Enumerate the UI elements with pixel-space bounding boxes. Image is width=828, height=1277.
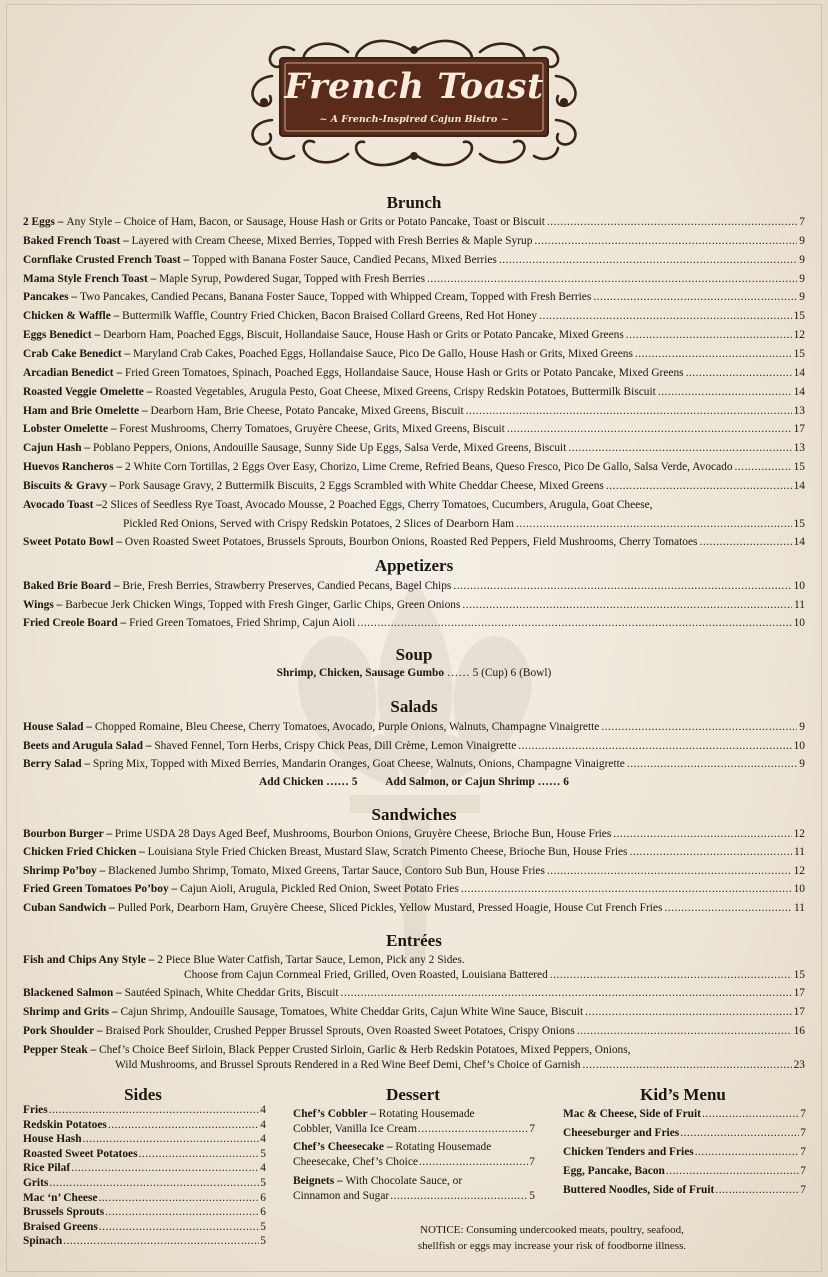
item-price: 11 <box>794 846 805 859</box>
item-name: Baked Brie Board – <box>23 580 120 592</box>
dessert-item-continuation <box>293 1189 535 1204</box>
kids-item-row <box>563 1145 806 1160</box>
dot-leader <box>547 864 792 879</box>
side-item-row <box>23 1176 266 1191</box>
salad-addons: Add Chicken …… 5 Add Salmon, or Cajun Shrimp …… 6 <box>259 776 569 788</box>
side-price: 5 <box>260 1147 266 1160</box>
dot-leader <box>534 234 797 249</box>
menu-item-row <box>23 1024 805 1039</box>
side-price: 4 <box>260 1104 266 1116</box>
item-description: Maple Syrup, Powdered Sugar, Topped with Fresh Berries <box>156 272 426 285</box>
item-name: Eggs Benedict – <box>23 329 101 342</box>
item-name: Cajun Hash – <box>23 442 91 455</box>
dessert-price: 7 <box>529 1123 535 1135</box>
item-price: 15 <box>793 461 805 474</box>
dot-leader <box>49 1176 259 1191</box>
dot-leader <box>63 1234 259 1249</box>
dot-leader <box>99 1220 260 1235</box>
kids-item-row <box>563 1107 806 1122</box>
dessert-item-continuation <box>293 1122 535 1137</box>
dessert-item-row <box>293 1174 538 1189</box>
menu-item-row <box>23 441 805 456</box>
item-price: 9 <box>799 272 805 285</box>
dot-leader <box>461 882 792 897</box>
item-description: 2 White Corn Tortillas, 2 Eggs Over Easy, Chorizo, Lime Creme, Refried Beans, Queso Fresco, Pico De Gallo, Salsa Verde, Avocado <box>122 461 733 474</box>
dot-leader <box>105 1205 259 1220</box>
item-name: Roasted Veggie Omelette – <box>23 385 153 398</box>
side-name: House Hash <box>23 1133 82 1146</box>
side-price: 4 <box>260 1162 266 1175</box>
dessert-description-cont: Cheesecake, Chef’s Choice <box>293 1156 418 1168</box>
item-description: Cajun Aioli, Arugula, Pickled Red Onion, Sweet Potato Fries <box>177 883 459 896</box>
item-description: Braised Pork Shoulder, Crushed Pepper Brussel Sprouts, Oven Roasted Sweet Potatoes, Crispy Onions <box>102 1025 575 1037</box>
item-description-cont: Pickled Red Onions, Served with Crispy Redskin Potatoes, 2 Slices of Dearborn Ham <box>123 517 515 530</box>
dot-leader <box>453 579 791 594</box>
dessert-item-row <box>293 1140 538 1155</box>
side-item-row <box>23 1220 266 1235</box>
kids-item-name: Chicken Tenders and Fries <box>563 1146 694 1158</box>
item-name: Ham and Brie Omelette – <box>23 404 148 417</box>
menu-item-row <box>23 1005 805 1020</box>
item-name: Lobster Omelette – <box>23 423 117 436</box>
item-name: Chicken & Waffle – <box>23 310 120 323</box>
dot-leader <box>547 215 797 230</box>
side-name: Redskin Potatoes <box>23 1118 107 1131</box>
side-item-row <box>23 1147 266 1162</box>
kids-item-row <box>563 1126 806 1141</box>
item-price: 12 <box>793 864 805 877</box>
side-item-row <box>23 1118 266 1133</box>
item-description: Forest Mushrooms, Cherry Tomatoes, Gruyère Cheese, Grits, Mixed Greens, Biscuit <box>116 423 505 436</box>
menu-item-row <box>23 479 805 494</box>
menu-item-row <box>23 757 805 772</box>
dot-leader <box>341 986 792 1001</box>
item-price: 15 <box>793 310 805 323</box>
item-description: Dearborn Ham, Poached Eggs, Biscuit, Hollandaise Sauce, House Hash or Grits or Potato Pancake, Mixed Greens <box>100 329 624 342</box>
side-price: 5 <box>260 1177 266 1189</box>
item-description: Oven Roasted Sweet Potatoes, Brussels Sprouts, Bourbon Onions, Roasted Red Peppers, Field Mushrooms, Cherry Tomatoes <box>122 536 698 549</box>
dot-leader <box>702 1107 799 1122</box>
kids-item-name: Cheeseburger and Fries <box>563 1127 680 1139</box>
side-name: Spinach <box>23 1235 63 1248</box>
dot-leader <box>108 1118 259 1133</box>
item-description: Blackened Jumbo Shrimp, Tomato, Mixed Greens, Tartar Sauce, Contoro Sub Bun, House Fries <box>105 864 545 877</box>
menu-item-row <box>23 309 805 324</box>
kids-item-price: 7 <box>800 1146 806 1158</box>
section-title-sides: Sides <box>124 1085 162 1104</box>
notice-line-2: shellfish or eggs may increase your risk of foodborne illness. <box>417 1240 687 1252</box>
kids-item-row <box>563 1164 806 1179</box>
dot-leader <box>680 1126 799 1141</box>
item-price: 15 <box>793 517 805 530</box>
item-price: 14 <box>793 385 805 398</box>
dot-leader <box>390 1189 528 1204</box>
side-price: 5 <box>260 1220 266 1233</box>
menu-item-row <box>23 953 805 968</box>
kids-item-price: 7 <box>800 1127 806 1139</box>
menu-item-row <box>23 272 805 287</box>
food-safety-notice <box>372 1222 732 1254</box>
side-item-row <box>23 1103 266 1118</box>
menu-item-row <box>23 901 805 916</box>
brand-name: French Toast <box>284 66 544 107</box>
side-item-row <box>23 1132 266 1147</box>
item-name: Mama Style French Toast – <box>23 272 157 285</box>
menu-item-continuation <box>184 968 805 983</box>
item-name: Sweet Potato Bowl – <box>23 536 123 549</box>
dot-leader <box>357 616 791 631</box>
item-description: Shaved Fennel, Torn Herbs, Crispy Chick Peas, Dill Crème, Lemon Vinaigrette <box>151 739 517 752</box>
dot-leader <box>666 1164 799 1179</box>
item-name: House Salad – <box>23 721 92 733</box>
item-name: Blackened Salmon – <box>23 987 122 999</box>
dot-leader <box>664 901 792 916</box>
kids-item-name: Buttered Noodles, Side of Fruit <box>563 1184 715 1196</box>
menu-item-row <box>23 290 805 305</box>
menu-item-continuation <box>123 517 805 532</box>
menu-item-row <box>23 328 805 343</box>
dessert-name: Beignets – <box>293 1175 343 1187</box>
item-name: Shrimp and Grits – <box>23 1006 118 1018</box>
kids-item-price: 7 <box>800 1165 806 1177</box>
item-name: Fried Green Tomatoes Po’boy – <box>23 883 178 896</box>
dot-leader <box>466 404 792 419</box>
item-description: Any Style – Choice of Ham, Bacon, or Sausage, House Hash or Grits or Potato Pancake, Toast or Biscuit <box>63 216 545 228</box>
dot-leader <box>418 1122 528 1137</box>
kids-item-price: 7 <box>800 1108 806 1120</box>
item-description: Buttermilk Waffle, Country Fried Chicken, Bacon Braised Collard Greens, Red Hot Honey <box>119 310 538 323</box>
item-price: 11 <box>794 901 805 914</box>
dot-leader <box>499 253 797 268</box>
dessert-name: Chef’s Cobbler – <box>293 1108 376 1120</box>
menu-item-row <box>23 347 805 362</box>
dessert-price: 5 <box>529 1190 535 1202</box>
dessert-description-cont: Cinnamon and Sugar <box>293 1190 390 1202</box>
dot-leader <box>593 290 797 305</box>
item-price: 9 <box>799 234 805 247</box>
section-title-salads: Salads <box>390 697 438 716</box>
item-price: 17 <box>793 1006 805 1018</box>
dot-leader <box>462 598 792 613</box>
dot-leader <box>735 460 792 475</box>
dot-leader <box>695 1145 800 1160</box>
dot-leader <box>49 1103 260 1118</box>
item-name: Arcadian Benedict – <box>23 366 123 379</box>
side-price: 5 <box>260 1235 266 1248</box>
side-item-row <box>23 1205 266 1220</box>
dessert-description: Rotating Housemade <box>375 1108 475 1120</box>
item-name: 2 Eggs – <box>23 216 64 228</box>
item-price: 7 <box>799 216 805 228</box>
soup-name: Shrimp, Chicken, Sausage Gumbo <box>276 667 445 679</box>
menu-item-row <box>23 579 805 594</box>
side-name: Brussels Sprouts <box>23 1206 105 1219</box>
section-title-kids-menu: Kid’s Menu <box>640 1085 726 1104</box>
item-price: 9 <box>799 253 805 266</box>
side-name: Roasted Sweet Potatoes <box>23 1147 138 1160</box>
side-price: 6 <box>260 1206 266 1219</box>
dot-leader <box>629 845 792 860</box>
item-price: 17 <box>793 423 805 436</box>
menu-item-row <box>23 827 805 842</box>
dessert-description: With Chocolate Sauce, or <box>342 1175 463 1187</box>
dot-leader <box>539 309 791 324</box>
item-name: Avocado Toast – <box>23 498 102 511</box>
side-item-row <box>23 1161 266 1176</box>
item-price: 12 <box>793 828 805 840</box>
side-name: Rice Pilaf <box>23 1162 71 1175</box>
side-price: 4 <box>260 1133 266 1146</box>
item-price: 23 <box>793 1059 805 1071</box>
item-description: Topped with Banana Foster Sauce, Candied Pecans, Mixed Berries <box>189 253 497 266</box>
notice-line-1: NOTICE: Consuming undercooked meats, poultry, seafood, <box>420 1224 684 1236</box>
item-name: Pepper Steak – <box>23 1044 97 1056</box>
soup-price: 5 (Cup) 6 (Bowl) <box>472 667 552 679</box>
item-description: Layered with Cream Cheese, Mixed Berries, Topped with Fresh Berries & Maple Syrup <box>128 234 533 247</box>
dot-leader <box>568 441 791 456</box>
kids-item-name: Mac & Cheese, Side of Fruit <box>563 1108 701 1120</box>
item-description: Prime USDA 28 Days Aged Beef, Mushrooms, Bourbon Onions, Gruyère Cheese, Brioche Bun, House Fries <box>112 828 612 840</box>
item-name: Cornflake Crusted French Toast – <box>23 253 190 266</box>
menu-item-row <box>23 616 805 631</box>
item-description: Sautéed Spinach, White Cheddar Grits, Biscuit <box>121 987 339 999</box>
side-name: Fries <box>23 1104 48 1116</box>
menu-item-row <box>23 385 805 400</box>
menu-item-row <box>23 404 805 419</box>
item-price: 13 <box>793 442 805 455</box>
kids-item-row <box>563 1183 806 1198</box>
item-price: 16 <box>793 1025 805 1037</box>
item-price: 15 <box>793 969 805 981</box>
menu-item-row <box>23 882 805 897</box>
menu-item-row <box>23 422 805 437</box>
menu-item-row <box>23 598 805 613</box>
menu-item-row <box>23 535 805 550</box>
item-price: 13 <box>793 404 805 417</box>
item-name: Cuban Sandwich – <box>23 901 115 914</box>
side-name: Grits <box>23 1177 49 1189</box>
item-description: Louisiana Style Fried Chicken Breast, Mustard Slaw, Scratch Pimento Cheese, Brioche Bun, House Fries <box>144 846 628 859</box>
item-price: 14 <box>793 366 805 379</box>
dot-leader <box>427 272 797 287</box>
item-description: Dearborn Ham, Brie Cheese, Potato Pancake, Mixed Greens, Biscuit <box>147 404 464 417</box>
dot-leader <box>550 968 792 983</box>
section-title-sandwiches: Sandwiches <box>371 805 457 824</box>
item-name: Fish and Chips Any Style – <box>23 954 155 966</box>
dot-leader <box>583 1058 792 1073</box>
dot-leader <box>686 366 792 381</box>
item-price: 12 <box>793 329 805 342</box>
logo <box>244 30 584 176</box>
side-item-row <box>23 1191 266 1206</box>
menu-item-row <box>23 498 805 513</box>
item-price: 9 <box>799 291 805 304</box>
menu-item-row <box>23 720 805 735</box>
dot-leader <box>626 328 792 343</box>
dessert-item-continuation <box>293 1155 535 1170</box>
item-name: Bourbon Burger – <box>23 828 113 840</box>
item-description: Fried Green Tomatoes, Spinach, Poached Eggs, Hollandaise Sauce, House Hash or Grits or Potato Pancake, Mixed Greens <box>122 366 684 379</box>
section-title-appetizers: Appetizers <box>374 556 454 575</box>
item-description-cont: Wild Mushrooms, and Brussel Sprouts Rendered in a Red Wine Beef Demi, Chef’s Choice of Garnish <box>115 1059 581 1071</box>
item-price: 14 <box>793 536 805 549</box>
dot-leader <box>98 1191 259 1206</box>
dot-leader <box>635 347 792 362</box>
item-description: Chef’s Choice Beef Sirloin, Black Pepper Crusted Sirloin, Garlic & Herb Redskin Potatoes, Mixed Peppers, Onions, <box>96 1044 631 1056</box>
item-name: Huevos Rancheros – <box>23 461 123 474</box>
section-title-brunch: Brunch <box>386 193 442 212</box>
item-description: Brie, Fresh Berries, Strawberry Preserves, Candied Pecans, Bagel Chips <box>119 580 452 592</box>
item-description: Maryland Crab Cakes, Poached Eggs, Hollandaise Sauce, Pico De Gallo, House Hash or Grits, Mixed Greens <box>130 347 633 360</box>
item-description: Spring Mix, Topped with Mixed Berries, Mandarin Oranges, Goat Cheese, Walnuts, Onions, Champagne Vinaigrette <box>90 758 625 770</box>
side-name: Braised Greens <box>23 1220 98 1233</box>
dessert-item-row <box>293 1107 538 1122</box>
dot-leader <box>699 535 791 550</box>
kids-item-price: 7 <box>800 1184 806 1196</box>
item-description: Poblano Peppers, Onions, Andouille Sausage, Sunny Side Up Eggs, Salsa Verde, Mixed Greens, Biscuit <box>90 442 567 455</box>
side-item-row <box>23 1234 266 1249</box>
dot-leader <box>606 479 792 494</box>
dot-leader <box>83 1132 260 1147</box>
item-description: Pulled Pork, Dearborn Ham, Gruyère Cheese, Sliced Pickles, Yellow Mustard, Pressed Hoagie, House Cut French Fries <box>114 901 663 914</box>
item-price: 10 <box>793 580 805 592</box>
item-name: Shrimp Po’boy – <box>23 864 106 877</box>
soup-dots: …… <box>446 667 470 679</box>
dot-leader <box>585 1005 792 1020</box>
dot-leader <box>419 1155 528 1170</box>
item-price: 9 <box>799 758 805 770</box>
dot-leader <box>507 422 792 437</box>
item-price: 17 <box>793 987 805 999</box>
item-description: 2 Slices of Seedless Rye Toast, Avocado Mousse, 2 Poached Eggs, Cherry Tomatoes, Cucumbers, Arugula, Goat Cheese, <box>101 498 653 511</box>
item-price: 11 <box>794 598 805 611</box>
dot-leader <box>577 1024 792 1039</box>
dot-leader <box>71 1161 259 1176</box>
side-price: 4 <box>260 1118 266 1131</box>
dot-leader <box>601 720 797 735</box>
menu-item-row <box>23 1043 805 1058</box>
item-description: Cajun Shrimp, Andouille Sausage, Tomatoes, White Cheddar Grits, Cajun White Wine Sauce, Biscuit <box>117 1006 584 1018</box>
side-price: 6 <box>260 1191 266 1204</box>
item-name: Crab Cake Benedict – <box>23 347 131 360</box>
item-name: Chicken Fried Chicken – <box>23 846 145 859</box>
item-name: Baked French Toast – <box>23 234 129 247</box>
dot-leader <box>516 517 792 532</box>
dot-leader <box>613 827 791 842</box>
menu-item-row <box>23 864 805 879</box>
dessert-price: 7 <box>529 1156 535 1168</box>
item-price: 9 <box>799 721 805 733</box>
section-title-entrees: Entrées <box>386 931 442 950</box>
menu-item-row <box>23 366 805 381</box>
item-name: Berry Salad – <box>23 758 91 770</box>
item-name: Beets and Arugula Salad – <box>23 739 152 752</box>
item-description: Barbecue Jerk Chicken Wings, Topped with Fresh Ginger, Garlic Chips, Green Onions <box>62 598 461 611</box>
dot-leader <box>658 385 792 400</box>
item-name: Pork Shoulder – <box>23 1025 103 1037</box>
item-price: 14 <box>793 479 805 492</box>
item-price: 10 <box>793 739 805 752</box>
menu-item-row <box>23 845 805 860</box>
dessert-description: Rotating Housemade <box>392 1141 492 1153</box>
item-description: Roasted Vegetables, Arugula Pesto, Goat Cheese, Mixed Greens, Crispy Redskin Potatoes, Buttermilk Biscuit <box>152 385 656 398</box>
item-price: 10 <box>793 617 805 629</box>
dessert-description-cont: Cobbler, Vanilla Ice Cream <box>293 1123 417 1135</box>
item-description-cont: Choose from Cajun Cornmeal Fried, Grilled, Oven Roasted, Louisiana Battered <box>184 969 548 981</box>
dot-leader <box>518 739 791 754</box>
menu-item-row <box>23 739 805 754</box>
item-description: Pork Sausage Gravy, 2 Buttermilk Biscuits, 2 Eggs Scrambled with White Cheddar Cheese, Mixed Greens <box>115 479 604 492</box>
menu-item-row <box>23 253 805 268</box>
item-price: 10 <box>793 883 805 896</box>
soup-line <box>0 667 828 679</box>
item-name: Fried Creole Board – <box>23 617 127 629</box>
item-description: 2 Piece Blue Water Catfish, Tartar Sauce, Lemon, Pick any 2 Sides. <box>154 954 465 966</box>
item-description: Chopped Romaine, Bleu Cheese, Cherry Tomatoes, Avocado, Purple Onions, Walnuts, Champagne Vinaigrette <box>92 721 600 733</box>
dot-leader <box>627 757 797 772</box>
brand-tagline: ~ A French-Inspired Cajun Bistro ~ <box>319 114 509 125</box>
item-price: 15 <box>793 347 805 360</box>
menu-item-row <box>23 215 805 230</box>
section-title-soup: Soup <box>395 645 433 664</box>
item-description: Fried Green Tomatoes, Fried Shrimp, Cajun Aioli <box>126 617 356 629</box>
kids-item-name: Egg, Pancake, Bacon <box>563 1165 665 1177</box>
side-name: Mac ‘n’ Cheese <box>23 1191 98 1204</box>
menu-item-row <box>23 234 805 249</box>
item-name: Wings – <box>23 598 63 611</box>
menu-item-continuation <box>115 1058 805 1073</box>
item-description: Two Pancakes, Candied Pecans, Banana Foster Sauce, Topped with Whipped Cream, Topped with Fresh Berries <box>77 291 592 304</box>
dessert-name: Chef’s Cheesecake – <box>293 1141 393 1153</box>
dot-leader <box>139 1147 260 1162</box>
dot-leader <box>715 1183 799 1198</box>
item-name: Biscuits & Gravy – <box>23 479 116 492</box>
menu-item-row <box>23 986 805 1001</box>
menu-item-row <box>23 460 805 475</box>
item-name: Pancakes – <box>23 291 78 304</box>
section-title-dessert: Dessert <box>386 1085 440 1104</box>
